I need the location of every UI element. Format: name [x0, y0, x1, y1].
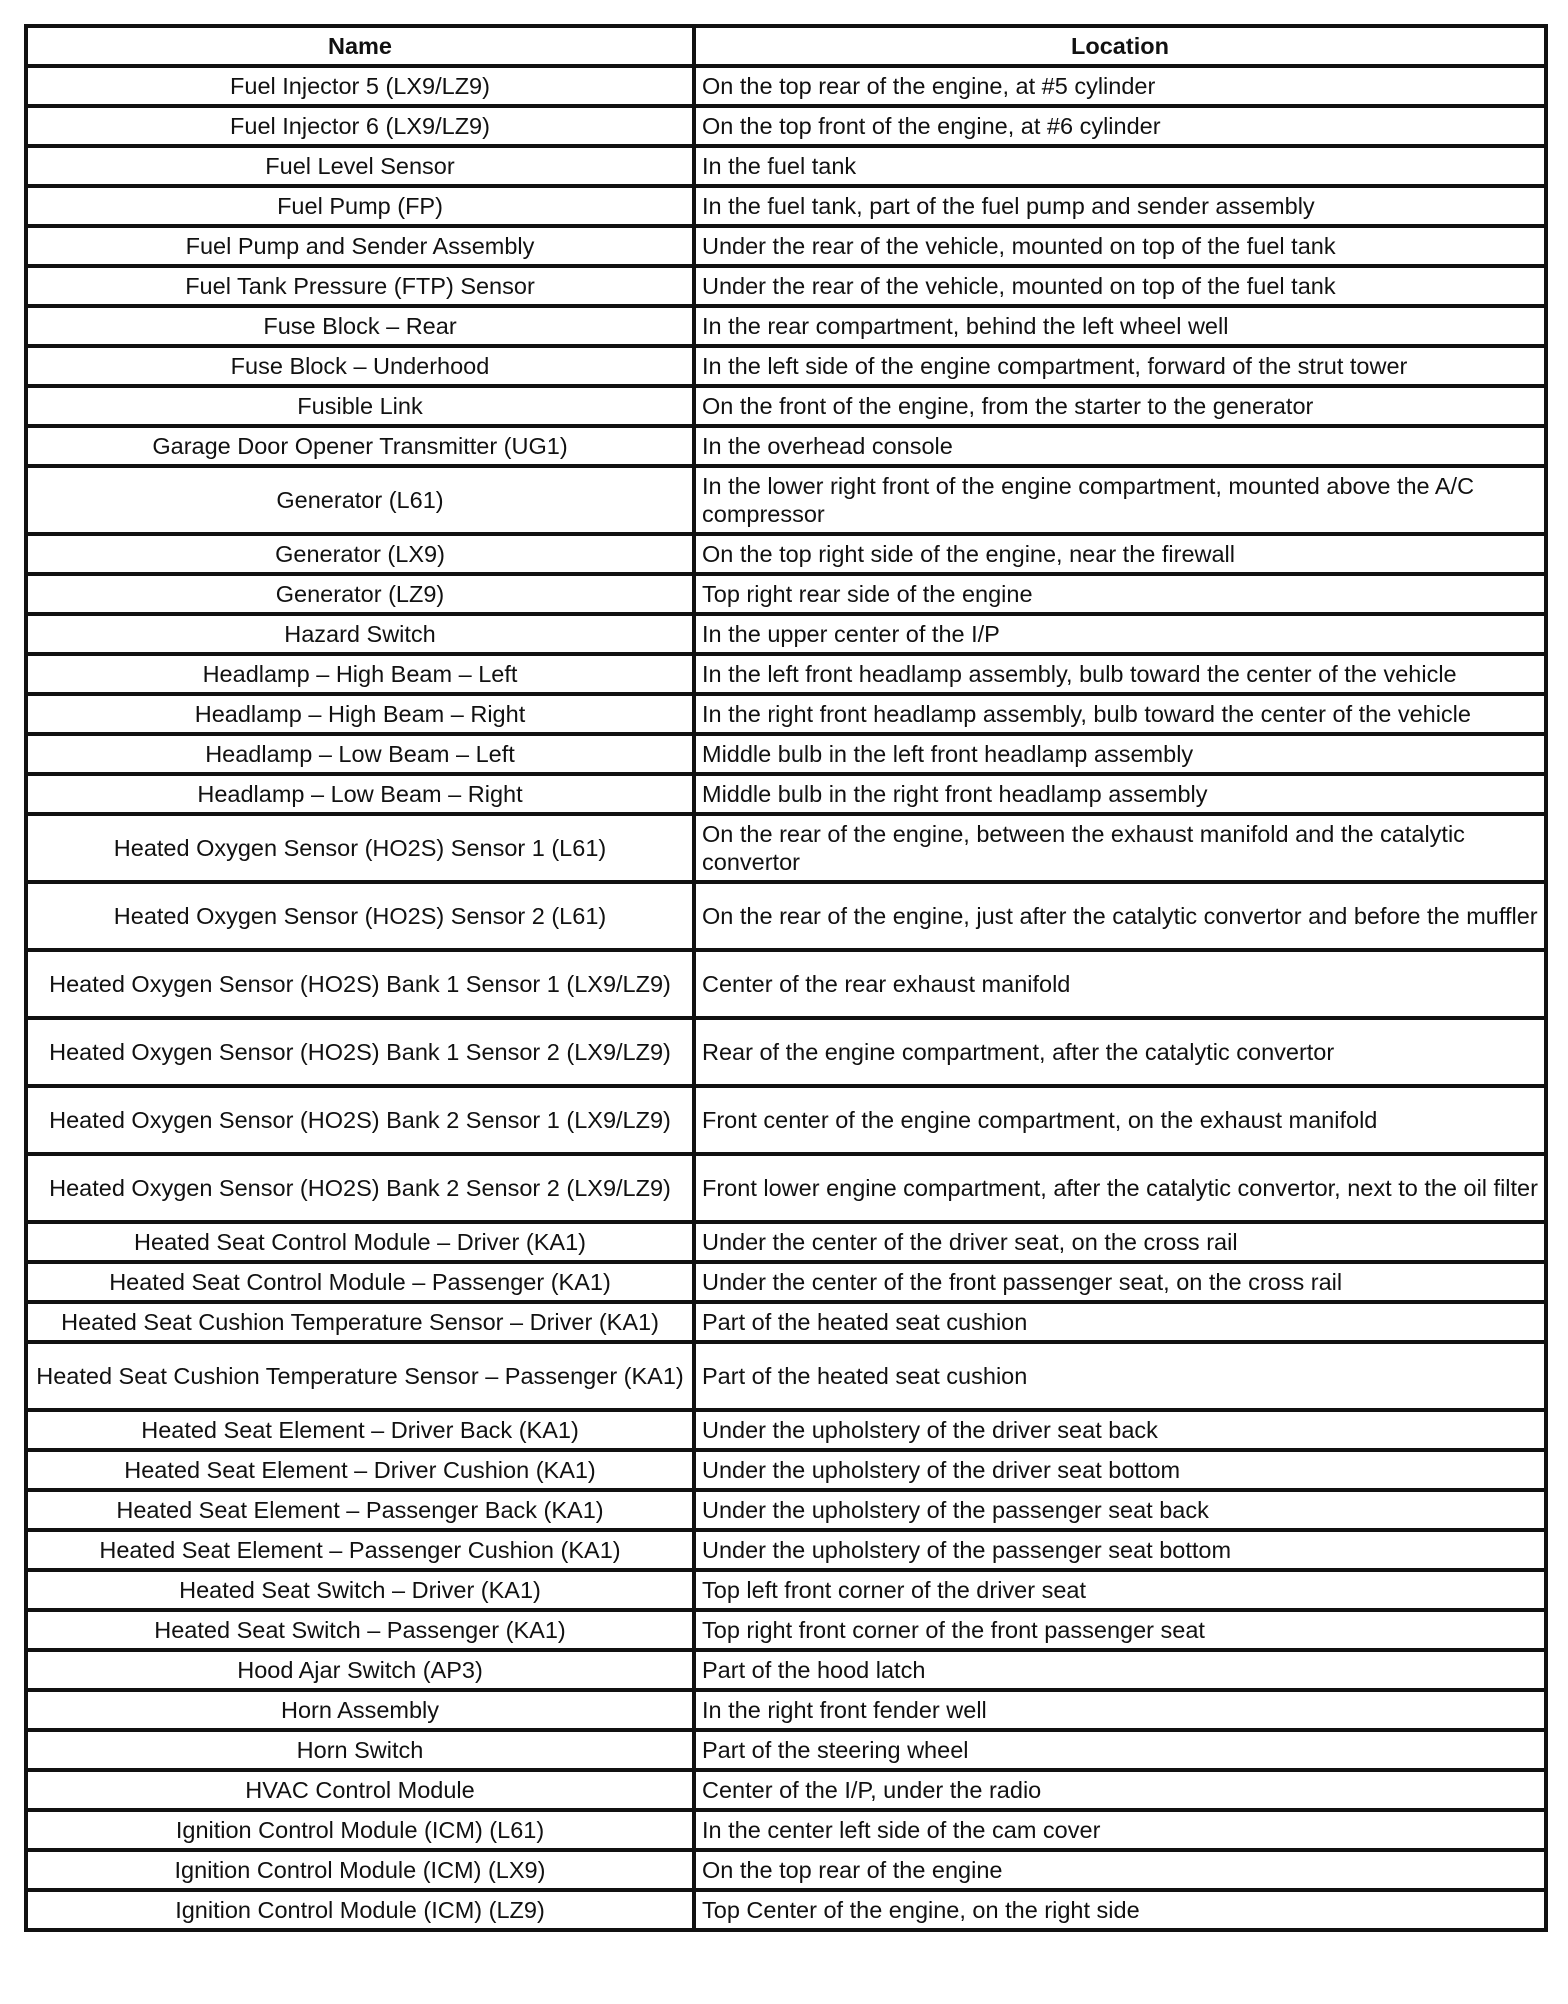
component-location-cell: In the lower right front of the engine compartment, mounted above the A/C compressor: [694, 466, 1546, 534]
component-location-cell: Top Center of the engine, on the right side: [694, 1890, 1546, 1930]
component-location-table: [24, 24, 1548, 1932]
table-row: [26, 426, 1546, 466]
component-location-cell: Part of the heated seat cushion: [694, 1302, 1546, 1342]
component-name-cell: Headlamp – High Beam – Left: [26, 654, 694, 694]
component-location-cell: Under the rear of the vehicle, mounted on top of the fuel tank: [694, 226, 1546, 266]
table-row: [26, 1610, 1546, 1650]
component-name-cell: Generator (L61): [26, 466, 694, 534]
component-name-cell: Fuse Block – Underhood: [26, 346, 694, 386]
table-row: [26, 950, 1546, 1018]
component-name-cell: Headlamp – Low Beam – Left: [26, 734, 694, 774]
component-location-cell: Top right front corner of the front passenger seat: [694, 1610, 1546, 1650]
component-location-cell: In the upper center of the I/P: [694, 614, 1546, 654]
component-name-cell: Fuel Level Sensor: [26, 146, 694, 186]
component-name-cell: Heated Seat Element – Passenger Back (KA1): [26, 1490, 694, 1530]
component-name-cell: Heated Seat Element – Driver Back (KA1): [26, 1410, 694, 1450]
component-location-cell: Top right rear side of the engine: [694, 574, 1546, 614]
table-row: [26, 66, 1546, 106]
component-location-cell: Under the center of the driver seat, on the cross rail: [694, 1222, 1546, 1262]
table-row: [26, 226, 1546, 266]
component-name-cell: Heated Seat Cushion Temperature Sensor – Driver (KA1): [26, 1302, 694, 1342]
component-name-cell: HVAC Control Module: [26, 1770, 694, 1810]
component-location-cell: Center of the I/P, under the radio: [694, 1770, 1546, 1810]
component-name-cell: Heated Seat Switch – Passenger (KA1): [26, 1610, 694, 1650]
column-header-name: Name: [26, 26, 694, 66]
component-name-cell: Heated Seat Element – Driver Cushion (KA1): [26, 1450, 694, 1490]
table-row: [26, 654, 1546, 694]
component-location-cell: In the rear compartment, behind the left wheel well: [694, 306, 1546, 346]
component-location-cell: Part of the steering wheel: [694, 1730, 1546, 1770]
component-name-cell: Heated Oxygen Sensor (HO2S) Bank 1 Sensor 2 (LX9/LZ9): [26, 1018, 694, 1086]
component-location-cell: Rear of the engine compartment, after the catalytic convertor: [694, 1018, 1546, 1086]
component-location-cell: In the overhead console: [694, 426, 1546, 466]
component-name-cell: Heated Seat Element – Passenger Cushion (KA1): [26, 1530, 694, 1570]
table-row: [26, 1770, 1546, 1810]
table-row: [26, 1650, 1546, 1690]
table-row: [26, 774, 1546, 814]
component-location-cell: On the top front of the engine, at #6 cylinder: [694, 106, 1546, 146]
component-location-cell: Front lower engine compartment, after the catalytic convertor, next to the oil filter: [694, 1154, 1546, 1222]
table-row: [26, 1222, 1546, 1262]
component-name-cell: Heated Seat Control Module – Passenger (KA1): [26, 1262, 694, 1302]
component-location-cell: Part of the heated seat cushion: [694, 1342, 1546, 1410]
table-row: [26, 1890, 1546, 1930]
component-location-cell: In the fuel tank, part of the fuel pump and sender assembly: [694, 186, 1546, 226]
component-name-cell: Ignition Control Module (ICM) (LX9): [26, 1850, 694, 1890]
component-name-cell: Generator (LX9): [26, 534, 694, 574]
table-row: [26, 306, 1546, 346]
component-location-cell: Center of the rear exhaust manifold: [694, 950, 1546, 1018]
component-location-cell: Front center of the engine compartment, on the exhaust manifold: [694, 1086, 1546, 1154]
table-row: [26, 694, 1546, 734]
component-name-cell: Headlamp – Low Beam – Right: [26, 774, 694, 814]
component-name-cell: Fuel Injector 6 (LX9/LZ9): [26, 106, 694, 146]
table-body: [26, 66, 1546, 1930]
component-name-cell: Generator (LZ9): [26, 574, 694, 614]
component-location-cell: In the center left side of the cam cover: [694, 1810, 1546, 1850]
component-location-cell: Under the upholstery of the driver seat bottom: [694, 1450, 1546, 1490]
component-name-cell: Fuel Injector 5 (LX9/LZ9): [26, 66, 694, 106]
table-row: [26, 882, 1546, 950]
component-name-cell: Heated Seat Switch – Driver (KA1): [26, 1570, 694, 1610]
table-row: [26, 1018, 1546, 1086]
component-location-cell: Under the rear of the vehicle, mounted on top of the fuel tank: [694, 266, 1546, 306]
component-name-cell: Heated Oxygen Sensor (HO2S) Sensor 2 (L61): [26, 882, 694, 950]
table-row: [26, 1810, 1546, 1850]
component-name-cell: Heated Oxygen Sensor (HO2S) Bank 2 Sensor 1 (LX9/LZ9): [26, 1086, 694, 1154]
component-name-cell: Heated Oxygen Sensor (HO2S) Bank 2 Sensor 2 (LX9/LZ9): [26, 1154, 694, 1222]
component-name-cell: Horn Assembly: [26, 1690, 694, 1730]
component-location-table-wrap: [24, 24, 1544, 1932]
component-location-cell: Part of the hood latch: [694, 1650, 1546, 1690]
table-row: [26, 146, 1546, 186]
table-row: [26, 466, 1546, 534]
component-name-cell: Ignition Control Module (ICM) (LZ9): [26, 1890, 694, 1930]
table-row: [26, 1342, 1546, 1410]
table-row: [26, 346, 1546, 386]
component-location-cell: Middle bulb in the right front headlamp assembly: [694, 774, 1546, 814]
component-location-cell: On the rear of the engine, just after the catalytic convertor and before the muffler: [694, 882, 1546, 950]
component-name-cell: Fusible Link: [26, 386, 694, 426]
component-location-cell: On the front of the engine, from the starter to the generator: [694, 386, 1546, 426]
table-row: [26, 1530, 1546, 1570]
component-location-cell: In the right front fender well: [694, 1690, 1546, 1730]
table-row: [26, 1154, 1546, 1222]
component-name-cell: Fuse Block – Rear: [26, 306, 694, 346]
component-location-cell: Under the upholstery of the passenger seat bottom: [694, 1530, 1546, 1570]
table-row: [26, 1690, 1546, 1730]
component-location-cell: On the top rear of the engine, at #5 cylinder: [694, 66, 1546, 106]
table-row: [26, 1262, 1546, 1302]
component-name-cell: Heated Oxygen Sensor (HO2S) Bank 1 Sensor 1 (LX9/LZ9): [26, 950, 694, 1018]
table-row: [26, 1302, 1546, 1342]
table-row: [26, 1570, 1546, 1610]
table-row: [26, 534, 1546, 574]
component-name-cell: Headlamp – High Beam – Right: [26, 694, 694, 734]
component-location-cell: Middle bulb in the left front headlamp assembly: [694, 734, 1546, 774]
component-name-cell: Hood Ajar Switch (AP3): [26, 1650, 694, 1690]
component-location-cell: Under the upholstery of the passenger seat back: [694, 1490, 1546, 1530]
component-name-cell: Garage Door Opener Transmitter (UG1): [26, 426, 694, 466]
component-name-cell: Fuel Tank Pressure (FTP) Sensor: [26, 266, 694, 306]
component-location-cell: On the rear of the engine, between the exhaust manifold and the catalytic convertor: [694, 814, 1546, 882]
component-location-cell: On the top right side of the engine, near the firewall: [694, 534, 1546, 574]
component-name-cell: Hazard Switch: [26, 614, 694, 654]
component-name-cell: Heated Seat Cushion Temperature Sensor – Passenger (KA1): [26, 1342, 694, 1410]
table-row: [26, 106, 1546, 146]
table-row: [26, 1850, 1546, 1890]
table-row: [26, 814, 1546, 882]
component-location-cell: In the left front headlamp assembly, bulb toward the center of the vehicle: [694, 654, 1546, 694]
component-location-cell: On the top rear of the engine: [694, 1850, 1546, 1890]
component-name-cell: Heated Oxygen Sensor (HO2S) Sensor 1 (L61): [26, 814, 694, 882]
table-row: [26, 1450, 1546, 1490]
component-location-cell: In the right front headlamp assembly, bulb toward the center of the vehicle: [694, 694, 1546, 734]
table-row: [26, 266, 1546, 306]
column-header-location: Location: [694, 26, 1546, 66]
component-name-cell: Ignition Control Module (ICM) (L61): [26, 1810, 694, 1850]
component-location-cell: In the left side of the engine compartment, forward of the strut tower: [694, 346, 1546, 386]
component-name-cell: Heated Seat Control Module – Driver (KA1): [26, 1222, 694, 1262]
component-name-cell: Fuel Pump and Sender Assembly: [26, 226, 694, 266]
component-location-cell: In the fuel tank: [694, 146, 1546, 186]
table-row: [26, 1730, 1546, 1770]
table-row: [26, 1410, 1546, 1450]
table-header-row: [26, 26, 1546, 66]
table-row: [26, 1490, 1546, 1530]
component-name-cell: Fuel Pump (FP): [26, 186, 694, 226]
table-row: [26, 574, 1546, 614]
component-location-cell: Under the upholstery of the driver seat back: [694, 1410, 1546, 1450]
table-row: [26, 386, 1546, 426]
component-location-cell: Under the center of the front passenger seat, on the cross rail: [694, 1262, 1546, 1302]
component-location-cell: Top left front corner of the driver seat: [694, 1570, 1546, 1610]
component-name-cell: Horn Switch: [26, 1730, 694, 1770]
table-row: [26, 734, 1546, 774]
table-row: [26, 614, 1546, 654]
table-row: [26, 186, 1546, 226]
table-row: [26, 1086, 1546, 1154]
